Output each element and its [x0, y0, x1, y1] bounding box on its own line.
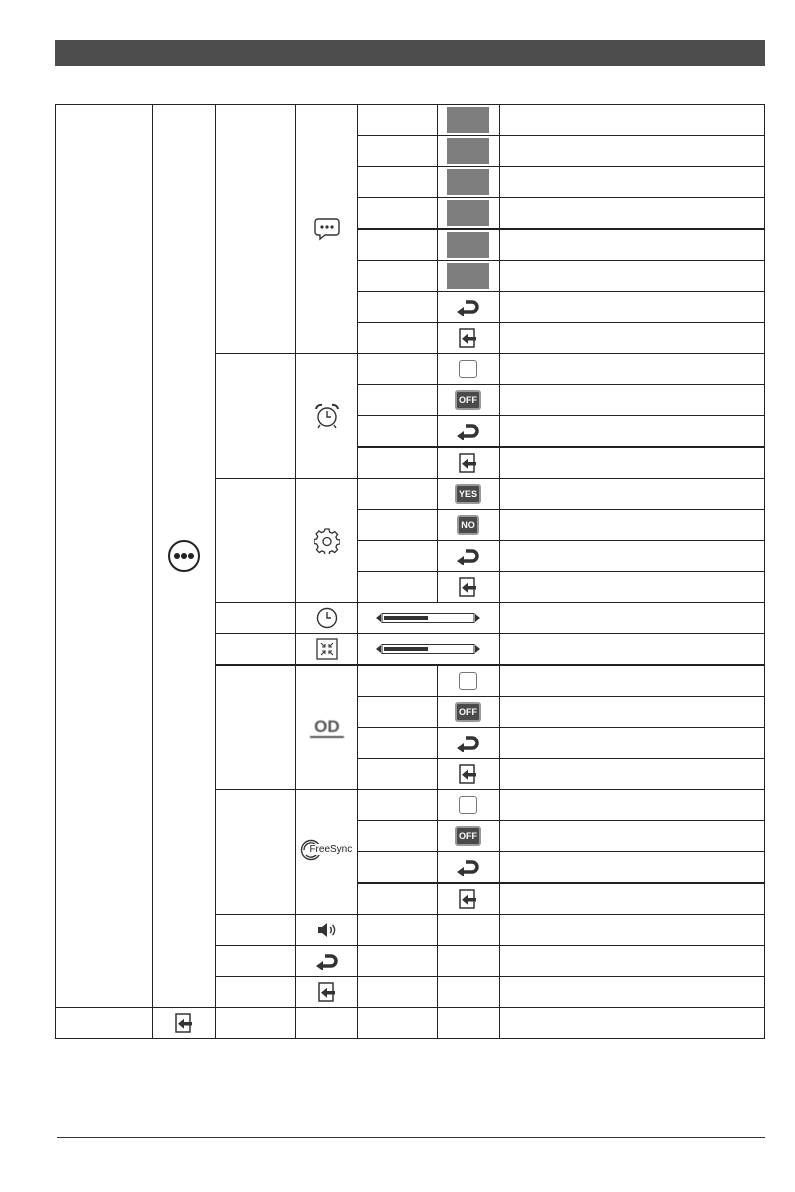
slider-cell[interactable]	[358, 603, 499, 634]
menu-level1-cell	[56, 1008, 153, 1039]
option-icon-cell[interactable]	[437, 292, 499, 323]
option-label-cell	[358, 416, 437, 448]
option-icon-cell[interactable]	[437, 167, 499, 198]
submenu-label-cell	[216, 1008, 296, 1039]
option-icon-cell[interactable]	[437, 385, 499, 416]
exit-icon[interactable]	[175, 1013, 193, 1033]
submenu-icon-cell[interactable]	[296, 977, 358, 1008]
submenu-label-cell	[216, 665, 296, 790]
option-label-cell	[358, 946, 437, 977]
option-icon-cell[interactable]	[437, 136, 499, 167]
description-cell	[499, 634, 764, 666]
description-cell	[499, 167, 764, 198]
option-icon-cell[interactable]	[437, 323, 499, 354]
option-label-cell	[358, 915, 437, 946]
return-icon[interactable]	[456, 547, 480, 565]
option-label-cell	[358, 665, 437, 697]
option-icon-cell[interactable]	[437, 790, 499, 821]
option-icon-cell[interactable]	[437, 572, 499, 603]
clock-icon[interactable]	[316, 607, 338, 629]
alarm-clock-icon[interactable]	[313, 402, 341, 430]
shrink-icon[interactable]	[316, 638, 338, 660]
option-label-cell	[358, 510, 437, 541]
description-cell	[499, 883, 764, 915]
return-icon[interactable]	[315, 952, 339, 970]
option-label-cell	[358, 198, 437, 230]
option-label-cell	[358, 1008, 437, 1039]
gray-swatch[interactable]	[447, 107, 489, 133]
level-slider[interactable]	[376, 643, 480, 655]
description-cell	[499, 603, 764, 634]
description-cell	[499, 447, 764, 479]
option-label-cell	[358, 541, 437, 572]
gray-swatch[interactable]	[447, 200, 489, 226]
option-label-cell	[358, 354, 437, 385]
description-cell	[499, 852, 764, 884]
od-logo[interactable]: OD	[310, 718, 344, 738]
freesync-wordmark: FreeSync	[309, 844, 353, 855]
option-label-cell	[358, 105, 437, 136]
description-cell	[499, 136, 764, 167]
option-label-cell	[358, 385, 437, 416]
footer-rule	[57, 1137, 765, 1138]
description-cell	[499, 416, 764, 448]
option-icon-cell[interactable]	[437, 261, 499, 292]
other-menu-cell[interactable]	[153, 1008, 216, 1039]
submenu-icon-cell[interactable]	[296, 603, 358, 634]
option-icon-cell[interactable]	[437, 229, 499, 261]
submenu-icon-cell[interactable]	[296, 354, 358, 479]
off-tag[interactable]: OFF	[455, 390, 481, 410]
description-cell	[499, 915, 764, 946]
gray-swatch[interactable]	[447, 169, 489, 195]
option-label-cell	[358, 292, 437, 323]
exit-icon[interactable]	[459, 764, 477, 784]
submenu-label-cell	[216, 634, 296, 666]
option-label-cell	[358, 728, 437, 759]
submenu-icon-cell[interactable]	[296, 915, 358, 946]
level-slider[interactable]	[376, 612, 480, 624]
option-label-cell	[358, 447, 437, 479]
description-cell	[499, 198, 764, 230]
option-icon-cell[interactable]	[437, 883, 499, 915]
submenu-label-cell	[216, 977, 296, 1008]
description-cell	[499, 261, 764, 292]
gray-swatch[interactable]	[447, 138, 489, 164]
description-cell	[499, 385, 764, 416]
description-cell	[499, 759, 764, 790]
description-cell	[499, 728, 764, 759]
description-cell	[499, 323, 764, 354]
submenu-icon-cell[interactable]	[296, 790, 358, 915]
option-icon-cell[interactable]	[437, 510, 499, 541]
description-cell	[499, 479, 764, 510]
option-icon-cell[interactable]	[437, 105, 499, 136]
gray-swatch[interactable]	[447, 232, 489, 258]
description-cell	[499, 977, 764, 1008]
option-label-cell	[358, 821, 437, 852]
option-label-cell	[358, 790, 437, 821]
description-cell	[499, 946, 764, 977]
return-icon[interactable]	[456, 734, 480, 752]
description-cell	[499, 665, 764, 697]
submenu-icon-cell[interactable]	[296, 634, 358, 666]
checkbox[interactable]	[459, 360, 477, 378]
return-icon[interactable]	[456, 422, 480, 440]
description-cell	[499, 1008, 764, 1039]
header-bar	[55, 40, 765, 66]
option-icon-cell	[437, 977, 499, 1008]
option-label-cell	[358, 883, 437, 915]
exit-icon[interactable]	[459, 328, 477, 348]
description-cell	[499, 229, 764, 261]
gear-icon[interactable]	[314, 528, 340, 554]
submenu-label-cell	[216, 790, 296, 915]
slider-cell[interactable]	[358, 634, 499, 666]
option-label-cell	[358, 167, 437, 198]
exit-icon[interactable]	[459, 889, 477, 909]
menu-level1-cell	[56, 105, 153, 1008]
option-icon-cell[interactable]	[437, 198, 499, 230]
submenu-label-cell	[216, 105, 296, 354]
option-icon-cell[interactable]	[437, 416, 499, 448]
option-label-cell	[358, 136, 437, 167]
other-menu-cell[interactable]	[153, 105, 216, 1008]
option-label-cell	[358, 852, 437, 884]
option-label-cell	[358, 229, 437, 261]
off-tag[interactable]: OFF	[455, 702, 481, 722]
submenu-label-cell	[216, 354, 296, 479]
option-icon-cell[interactable]	[437, 354, 499, 385]
submenu-label-cell	[216, 946, 296, 977]
osd-menu-table	[55, 104, 765, 1039]
checkbox[interactable]	[459, 672, 477, 690]
option-icon-cell	[437, 946, 499, 977]
option-icon-cell[interactable]	[437, 479, 499, 510]
description-cell	[499, 354, 764, 385]
option-label-cell	[358, 323, 437, 354]
option-icon-cell	[437, 1008, 499, 1039]
exit-icon[interactable]	[459, 577, 477, 597]
description-cell	[499, 292, 764, 323]
submenu-label-cell	[216, 479, 296, 603]
option-icon-cell[interactable]	[437, 697, 499, 728]
no-tag[interactable]: NO	[457, 515, 479, 535]
description-cell	[499, 105, 764, 136]
option-icon-cell[interactable]	[437, 821, 499, 852]
exit-icon[interactable]	[318, 982, 336, 1002]
option-icon-cell[interactable]	[437, 665, 499, 697]
option-icon-cell[interactable]	[437, 759, 499, 790]
submenu-label-cell	[216, 603, 296, 634]
option-label-cell	[358, 261, 437, 292]
submenu-label-cell	[216, 915, 296, 946]
submenu-icon-cell[interactable]	[296, 105, 358, 354]
submenu-icon-cell[interactable]	[296, 946, 358, 977]
submenu-icon-cell[interactable]	[296, 479, 358, 603]
return-icon[interactable]	[456, 298, 480, 316]
option-label-cell	[358, 977, 437, 1008]
speaker-icon[interactable]	[317, 922, 337, 938]
description-cell	[499, 821, 764, 852]
option-label-cell	[358, 759, 437, 790]
description-cell	[499, 510, 764, 541]
option-icon-cell	[437, 915, 499, 946]
option-icon-cell[interactable]	[437, 541, 499, 572]
option-icon-cell[interactable]	[437, 447, 499, 479]
option-label-cell	[358, 479, 437, 510]
description-cell	[499, 697, 764, 728]
off-tag[interactable]: OFF	[455, 826, 481, 846]
checkbox[interactable]	[459, 796, 477, 814]
option-label-cell	[358, 572, 437, 603]
option-label-cell	[358, 697, 437, 728]
description-cell	[499, 541, 764, 572]
freesync-logo[interactable]	[300, 839, 353, 861]
option-icon-cell[interactable]	[437, 728, 499, 759]
submenu-icon-cell[interactable]	[296, 665, 358, 790]
chat-bubble-icon[interactable]	[314, 217, 340, 241]
return-icon[interactable]	[456, 858, 480, 876]
more-options-icon[interactable]	[167, 539, 201, 573]
exit-icon[interactable]	[459, 453, 477, 473]
gray-swatch[interactable]	[447, 263, 489, 289]
submenu-icon-cell	[296, 1008, 358, 1039]
yes-tag[interactable]: YES	[455, 484, 481, 504]
description-cell	[499, 790, 764, 821]
option-icon-cell[interactable]	[437, 852, 499, 884]
description-cell	[499, 572, 764, 603]
